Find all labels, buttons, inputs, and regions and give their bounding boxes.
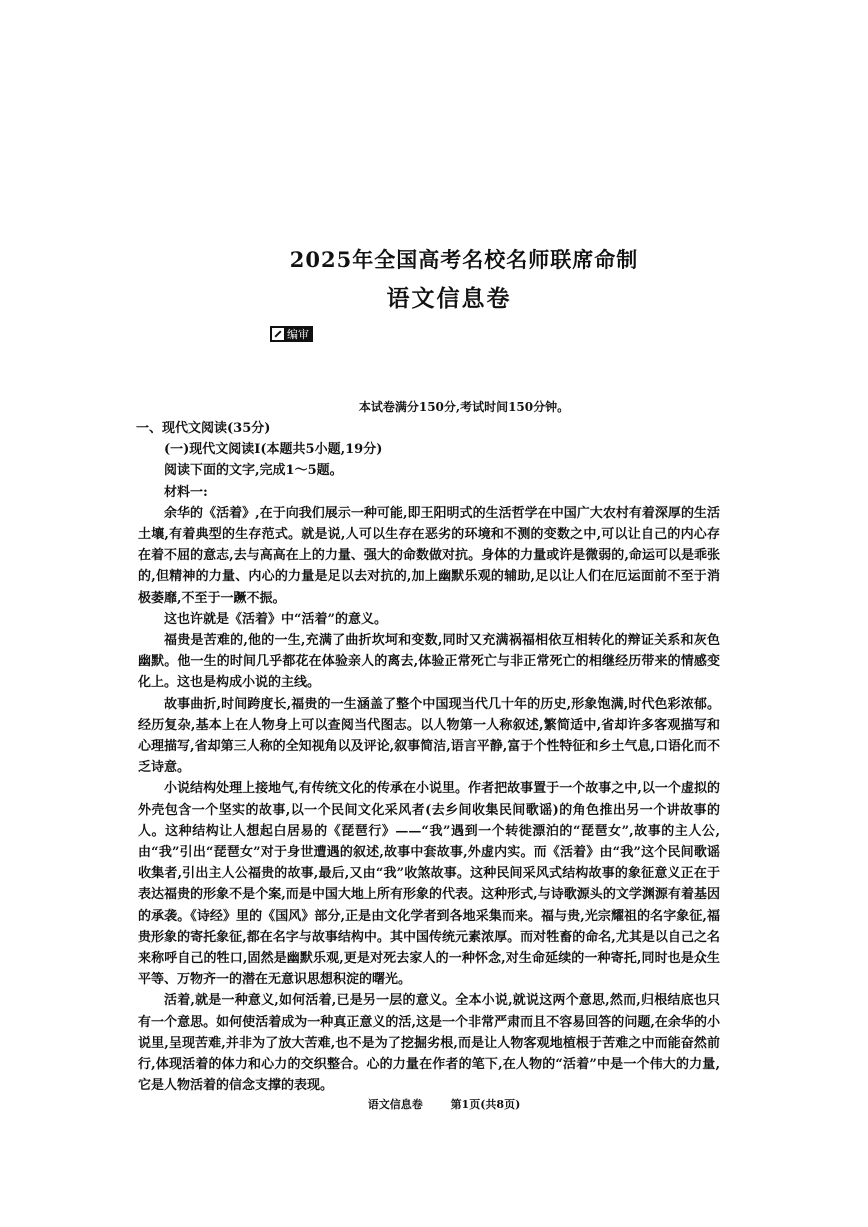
exam-series-title: 2025年全国高考名校名师联席命制 — [289, 247, 639, 272]
reading-instruction: 阅读下面的文字,完成1～5题。 — [164, 463, 343, 479]
material-label: 材料一: — [164, 484, 208, 500]
edit-badge-label: 编审 — [287, 328, 309, 341]
paragraph: 故事曲折,时间跨度长,福贵的一生涵盖了整个中国现当代几十年的历史,形象饱满,时代色彩浓郁。经历复杂,基本上在人物身上可以查阅当代图志。以人物第一人称叙述,繁简适中,省却许多客观描写和心理描写,省却第三人称的全知视角以及评论,叙事简洁,语言平静,富于个性特征和乡土气息,口语化而不乏诗意。 — [138, 696, 720, 776]
paragraph: 余华的《活着》,在于向我们展示一种可能,即王阳明式的生活哲学在中国广大农村有着深厚的生活土壤,有着典型的生存范式。就是说,人可以生存在恶劣的环境和不测的变数之中,可以让自己的内心存在着不屈的意志,去与高高在上的力量、强大的命数做对抗。身体的力量或许是微弱的,命运可以是乖张的,但精神的力量、内心的力量是足以去对抗的,加上幽默乐观的辅助,足以让人们在厄运面前不至于消极萎靡,不至于一蹶不振。 — [138, 505, 720, 606]
pen-icon — [272, 328, 284, 340]
page-footer — [0, 1096, 868, 1112]
reading-section — [138, 418, 720, 1097]
exam-paper-title: 语文信息卷 — [386, 285, 512, 312]
footer-paper-name: 语文信息卷 — [367, 1098, 423, 1111]
edit-review-badge — [270, 326, 313, 342]
paragraph: 活着,就是一种意义,如何活着,已是另一层的意义。全本小说,就说这两个意思,然而,归根结底也只有一个意思。如何使活着成为一种真正意义的活,这是一个非常严肃而且不容易回答的问题,在余华的小说里,呈现苦难,并非为了放大苦难,也不是为了挖掘劣根,而是让人物客观地植根于苦难之中而能奋然前行,体现活着的体力和心力的交织整合。心的力量在作者的笔下,在人物的“活着”中是一个伟大的力量,它是人物活着的信念支撑的表现。 — [138, 993, 720, 1094]
paragraph: 小说结构处理上接地气,有传统文化的传承在小说里。作者把故事置于一个故事之中,以一个虚拟的外壳包含一个坚实的故事,以一个民间文化采风者(去乡间收集民间歌谣)的角色推出另一个讲故事的人。这种结构让人想起白居易的《琵琶行》——“我”遇到一个转徙漂泊的“琵琶女”,故事的主人公,由“我”引出“琵琶女”对于身世遭遇的叙述,故事中套故事,外虚内实。而《活着》由“我”这个民间歌谣收集者,引出主人公福贵的故事,最后,又由“我”收煞故事。这种民间采风式结构故事的象征意义正在于表达福贵的形象不是个案,而是中国大地上所有形象的代表。这种形式,与诗歌源头的文学渊源有着基因的承袭。《诗经》里的《国风》部分,正是由文化学者到各地采集而来。福与贵,光宗耀祖的名字象征,福贵形象的寄托象征,都在名字与故事结构中。其中国传统元素浓厚。而对牲畜的命名,尤其是以自己之名来称呼自己的牲口,固然是幽默乐观,更是对死去家人的一种怀念,对生命延续的一种寄托,同时也是众生平等、万物齐一的潜在无意识思想积淀的曙光。 — [138, 781, 720, 988]
paragraph: 这也许就是《活着》中“活着”的意义。 — [164, 611, 387, 627]
section-heading: 一、现代文阅读(35分) — [136, 421, 271, 436]
footer-page-number: 第1页(共8页) — [450, 1098, 521, 1111]
paragraph: 福贵是苦难的,他的一生,充满了曲折坎坷和变数,同时又充满祸福相依互相转化的辩证关系和灰色幽默。他一生的时间几乎都花在体验亲人的离去,体验正常死亡与非正常死亡的相继经历带来的情感变化上。这也是构成小说的主线。 — [138, 633, 720, 691]
exam-instructions: 本试卷满分150分,考试时间150分钟。 — [358, 400, 570, 414]
section-subheading: (一)现代文阅读Ⅰ(本题共5小题,19分) — [164, 442, 383, 458]
